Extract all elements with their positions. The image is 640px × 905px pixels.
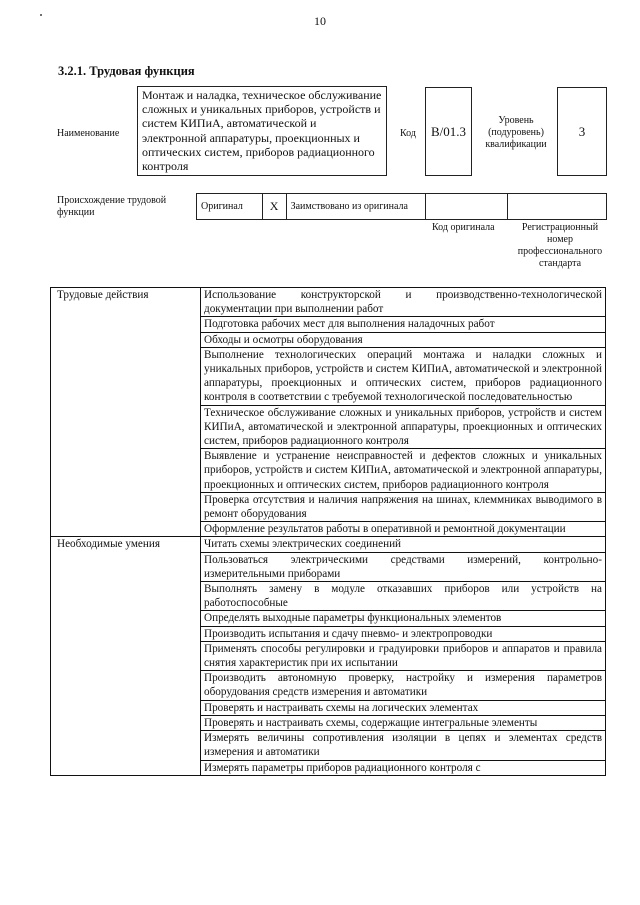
scan-speck (40, 14, 42, 16)
required-skill: Производить автономную проверку, настройку и измерения параметров оборудования средств измерения и автоматики (201, 671, 606, 700)
required-skill: Измерять величины сопротивления изоляции в цепях и элементах средств измерения и автоматики (201, 731, 606, 760)
labor-action: Подготовка рабочих мест для выполнения наладочных работ (201, 317, 606, 332)
page-number: 10 (314, 14, 326, 28)
labor-action: Выполнение технологических операций монтажа и наладки сложных и уникальных приборов, устройств и систем КИПиА, автоматической и электронной аппаратуры, проекционных и оптических систем, приборов радиационного контроля в соответствии с требуемой технологической последовательностью (201, 347, 606, 405)
code-label: Код (400, 128, 416, 139)
name-label: Наименование (57, 128, 120, 139)
labor-table (50, 287, 606, 776)
labor-action: Использование конструкторской и производственно-технологической документации при выполнении работ (201, 288, 606, 317)
function-code-box: B/01.3 (425, 87, 472, 176)
required-skill: Производить испытания и сдачу пневмо- и электропроводки (201, 626, 606, 641)
original-mark: X (263, 194, 287, 219)
labor-action-category: Трудовые действия (51, 288, 201, 537)
table-row (51, 288, 606, 317)
borrowed-cell: Заимствовано из оригинала (287, 194, 426, 219)
required-skill: Измерять параметры приборов радиационного контроля с (201, 760, 606, 775)
function-name-box: Монтаж и наладка, техническое обслуживание сложных и уникальных приборов, устройств и систем КИПиА, автоматической и электронной аппаратуры, проекционных и оптических систем, приборов радиационного контроля (137, 86, 387, 176)
required-skill: Проверять и настраивать схемы на логических элементах (201, 700, 606, 715)
required-skill: Читать схемы электрических соединений (201, 537, 606, 552)
required-skill: Проверять и настраивать схемы, содержащие интегральные элементы (201, 715, 606, 730)
origin-label: Происхождение трудовой функции (57, 195, 167, 218)
origin-row (196, 193, 607, 220)
level-label: Уровень (подуровень) квалификации (485, 115, 547, 150)
table-row (51, 537, 606, 552)
labor-action: Обходы и осмотры оборудования (201, 332, 606, 347)
labor-action: Оформление результатов работы в оперативной и ремонтной документации (201, 522, 606, 537)
required-skill: Определять выходные параметры функциональных элементов (201, 611, 606, 626)
code-original-caption: Код оригинала (432, 222, 495, 233)
labor-action: Проверка отсутствия и наличия напряжения на шинах, клеммниках выводимого в ремонт оборудования (201, 492, 606, 521)
labor-action: Выявление и устранение неисправностей и дефектов сложных и уникальных приборов, устройств и систем КИПиА, автоматической и электронной аппаратуры, проекционных и оптических систем, приборов радиационного контроля (201, 449, 606, 493)
original-cell: Оригинал (197, 194, 263, 219)
code-original-cell (426, 194, 508, 219)
reg-number-caption: Регистрационный номер профессионального стандарта (517, 222, 603, 269)
labor-action: Техническое обслуживание сложных и уникальных приборов, устройств и систем КИПиА, автоматической и электронной аппаратуры, проекционных и оптических систем, приборов радиационного контроля (201, 405, 606, 449)
required-skill: Пользоваться электрическими средствами измерений, контрольно-измерительными приборами (201, 552, 606, 581)
level-box: 3 (557, 87, 607, 176)
required-skill-category: Необходимые умения (51, 537, 201, 775)
required-skill: Выполнять замену в модуле отказавших приборов или устройств на работоспособные (201, 582, 606, 611)
required-skill: Применять способы регулировки и градуировки приборов и аппаратов и правила снятия характеристик при их испытании (201, 641, 606, 670)
reg-number-cell (508, 194, 607, 219)
section-title: 3.2.1. Трудовая функция (58, 64, 195, 78)
